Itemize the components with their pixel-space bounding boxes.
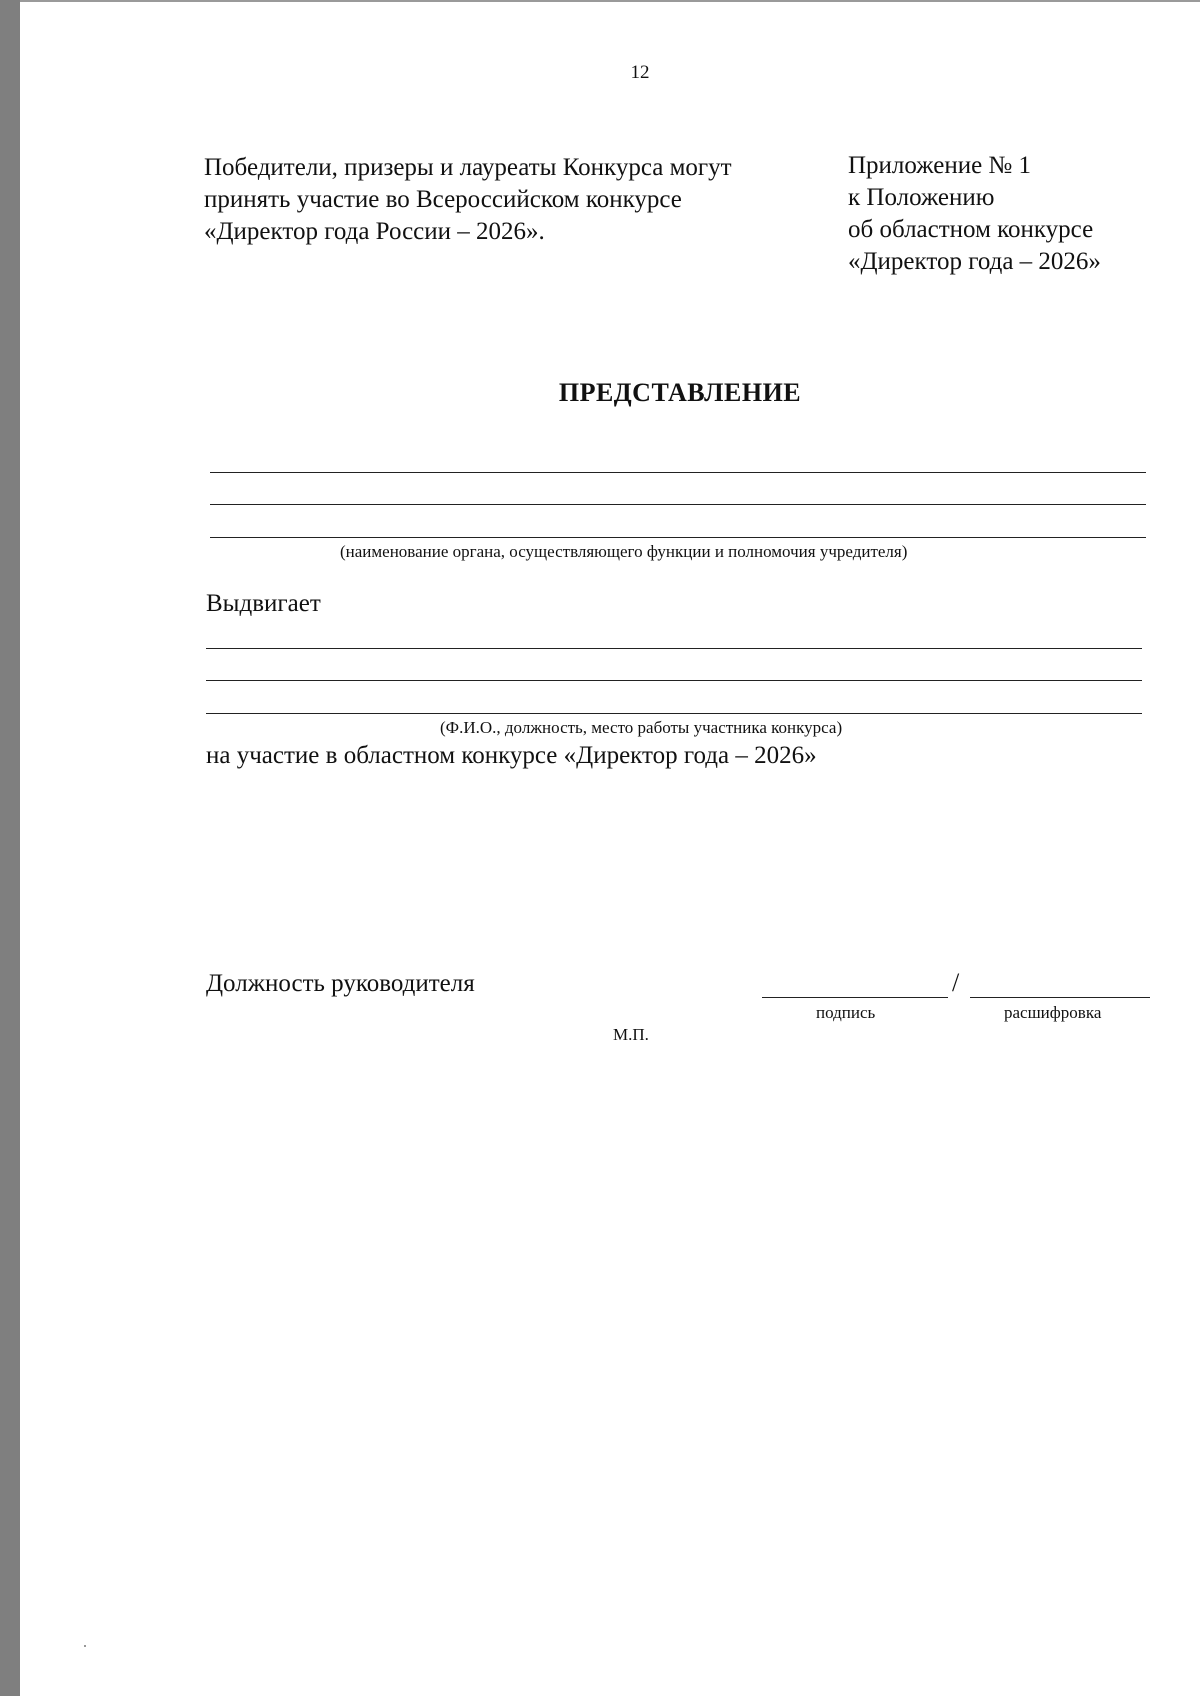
page-top-edge	[20, 0, 1200, 2]
participation-text: на участие в областном конкурсе «Директор года – 2026»	[206, 742, 817, 769]
signature-separator: /	[952, 968, 960, 997]
appendix-line: к Положению	[848, 184, 995, 211]
intro-line: принять участие во Всероссийском конкурсе	[204, 186, 682, 213]
decoding-line[interactable]	[970, 997, 1150, 998]
nominee-fill-line-3[interactable]	[206, 713, 1142, 714]
intro-paragraph	[204, 152, 824, 248]
organ-fill-line-1[interactable]	[210, 472, 1146, 473]
nominee-fill-line-2[interactable]	[206, 680, 1142, 681]
scan-speck	[84, 1645, 86, 1647]
organ-fill-line-2[interactable]	[210, 504, 1146, 505]
nominee-fill-line-1[interactable]	[206, 648, 1142, 649]
nominates-label: Выдвигает	[206, 590, 321, 617]
appendix-line: Приложение № 1	[848, 152, 1032, 179]
appendix-line: об областном конкурсе	[848, 216, 1094, 243]
page-number: 12	[630, 62, 650, 83]
intro-line: «Директор года России – 2026».	[204, 218, 545, 245]
head-position-label: Должность руководителя	[206, 970, 475, 997]
appendix-heading	[848, 150, 1188, 278]
document-title: ПРЕДСТАВЛЕНИЕ	[558, 378, 802, 407]
decoding-caption: расшифровка	[1004, 1003, 1102, 1022]
page-left-margin	[0, 0, 20, 1696]
appendix-line: «Директор года – 2026»	[848, 248, 1101, 275]
nominee-caption: (Ф.И.О., должность, место работы участника конкурса)	[440, 718, 843, 737]
stamp-label: М.П.	[613, 1025, 649, 1044]
signature-line[interactable]	[762, 997, 948, 998]
organ-caption: (наименование органа, осуществляющего функции и полномочия учредителя)	[340, 542, 908, 561]
intro-line: Победители, призеры и лауреаты Конкурса могут	[204, 154, 732, 181]
organ-fill-line-3[interactable]	[210, 537, 1146, 538]
signature-caption: подпись	[816, 1003, 876, 1022]
